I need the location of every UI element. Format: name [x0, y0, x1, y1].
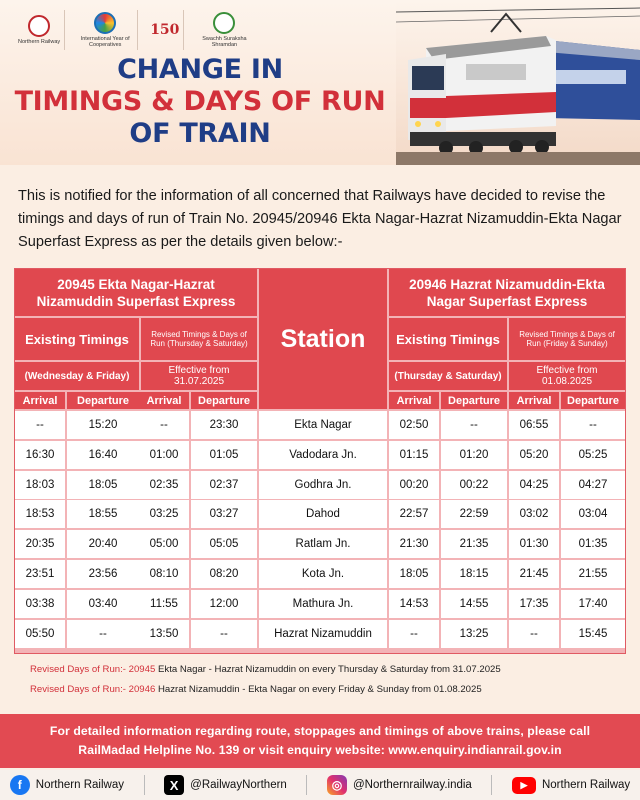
- table-cell: 22:57: [389, 500, 439, 528]
- table-cell: 16:40: [67, 441, 139, 469]
- station-cell: Hazrat Nizamuddin: [259, 620, 387, 648]
- left-existing-days: (Wednesday & Friday): [15, 362, 139, 390]
- swachh-bharat-logo: [192, 10, 256, 50]
- right-existing-days: (Thursday & Saturday): [389, 362, 507, 390]
- table-cell: 11:55: [139, 590, 189, 618]
- table-cell: --: [15, 411, 65, 439]
- instagram-icon: ◎: [327, 775, 347, 795]
- table-cell: 18:53: [15, 500, 65, 528]
- table-cell: 18:05: [67, 471, 139, 499]
- table-cell: 15:45: [561, 620, 625, 648]
- table-cell: 01:05: [191, 441, 257, 469]
- timings-table: [14, 268, 626, 654]
- table-cell: 13:50: [139, 620, 189, 648]
- table-cell: 05:05: [191, 530, 257, 558]
- station-cell: Mathura Jn.: [259, 590, 387, 618]
- table-cell: 15:20: [67, 411, 139, 439]
- table-cell: 04:27: [561, 471, 625, 499]
- table-cell: 21:30: [389, 530, 439, 558]
- right-train-name: 20946 Hazrat Nizamuddin-Ekta Nagar Superfast Express: [389, 269, 625, 316]
- table-cell: --: [139, 411, 189, 439]
- social-footer: [0, 770, 640, 800]
- column-header: Arrival: [389, 392, 439, 409]
- title-line-3: OF TRAIN: [129, 118, 271, 149]
- table-cell: 03:27: [191, 500, 257, 528]
- social-youtube[interactable]: [512, 777, 630, 794]
- table-cell: 02:37: [191, 471, 257, 499]
- table-cell: --: [191, 620, 257, 648]
- northern-railway-logo: [14, 10, 65, 50]
- table-cell: 01:30: [509, 530, 559, 558]
- table-cell: 21:45: [509, 560, 559, 588]
- banner-line-2[interactable]: RailMadad Helpline No. 139 or visit enquiry website: www.enquiry.indianrail.gov.in: [78, 743, 562, 757]
- station-cell: Godhra Jn.: [259, 471, 387, 499]
- column-header: Departure: [67, 392, 139, 409]
- table-cell: 01:20: [441, 441, 507, 469]
- note-line: [30, 660, 620, 680]
- column-header: Departure: [441, 392, 507, 409]
- table-cell: 00:22: [441, 471, 507, 499]
- social-label: Northern Railway: [541, 779, 631, 791]
- social-label: Northern Railway: [35, 779, 124, 791]
- table-cell: 02:35: [139, 471, 189, 499]
- train-illustration: [396, 0, 640, 165]
- social-x[interactable]: [164, 775, 287, 795]
- table-cell: 14:55: [441, 590, 507, 618]
- intro-paragraph: This is notified for the information of all concerned that Railways have decided to revise the timings and days of run of Train No. 20945/20946 Ekta Nagar-Hazrat Nizamuddin-Ekta Nagar Superfast Express as per the details given below:-: [18, 188, 622, 250]
- left-existing-header: Existing Timings: [15, 318, 139, 360]
- table-cell: 18:05: [389, 560, 439, 588]
- table-cell: 21:55: [561, 560, 625, 588]
- table-cell: 13:25: [441, 620, 507, 648]
- note-line: [30, 680, 620, 700]
- divider: [491, 775, 492, 795]
- social-facebook[interactable]: [10, 775, 124, 795]
- table-cell: 05:25: [561, 441, 625, 469]
- logo-caption: Northern Railway: [18, 39, 61, 45]
- table-cell: --: [441, 411, 507, 439]
- table-cell: 16:30: [15, 441, 65, 469]
- table-cell: 18:55: [67, 500, 139, 528]
- table-cell: --: [389, 620, 439, 648]
- right-revised-header: Revised Timings & Days of Run (Friday & Sunday): [509, 318, 625, 360]
- divider: [144, 775, 145, 795]
- station-header: Station: [259, 269, 387, 409]
- table-cell: 03:40: [67, 590, 139, 618]
- table-cell: 18:03: [15, 471, 65, 499]
- left-train-name: 20945 Ekta Nagar-Hazrat Nizamuddin Superfast Express: [15, 269, 257, 316]
- table-cell: 05:00: [139, 530, 189, 558]
- note-text: Hazrat Nizamuddin - Ekta Nagar on every Friday & Sunday from 01.08.2025: [155, 684, 482, 695]
- table-cell: 01:35: [561, 530, 625, 558]
- table-cell: 08:10: [139, 560, 189, 588]
- table-cell: 04:25: [509, 471, 559, 499]
- table-cell: 23:30: [191, 411, 257, 439]
- social-label: @Northernrailway.india: [352, 779, 472, 791]
- table-cell: 23:56: [67, 560, 139, 588]
- 150-years-logo-icon: 150: [150, 22, 180, 38]
- table-cell: 22:59: [441, 500, 507, 528]
- table-cell: 06:55: [509, 411, 559, 439]
- cooperatives-logo: [73, 10, 138, 50]
- right-effective-date: Effective from 01.08.2025: [509, 362, 625, 390]
- column-header: Arrival: [15, 392, 65, 409]
- x-icon: X: [164, 775, 184, 795]
- table-cell: 05:50: [15, 620, 65, 648]
- table-cell: 21:35: [441, 530, 507, 558]
- title-line-1: CHANGE IN: [117, 54, 283, 85]
- title-line-2: TIMINGS & DAYS OF RUN: [14, 86, 386, 117]
- table-cell: 18:15: [441, 560, 507, 588]
- social-instagram[interactable]: [327, 775, 472, 795]
- facebook-icon: f: [10, 775, 30, 795]
- page-title: [0, 54, 400, 150]
- right-existing-header: Existing Timings: [389, 318, 507, 360]
- table-cell: 03:04: [561, 500, 625, 528]
- station-cell: Ekta Nagar: [259, 411, 387, 439]
- 150-years-logo: [146, 10, 184, 50]
- left-effective-date: Effective from 31.07.2025: [141, 362, 257, 390]
- table-cell: --: [561, 411, 625, 439]
- note-label: Revised Days of Run:- 20946: [30, 684, 156, 695]
- table-cell: 23:51: [15, 560, 65, 588]
- table-cell: 05:20: [509, 441, 559, 469]
- logo-caption: International Year of Cooperatives: [80, 36, 130, 48]
- station-cell: Kota Jn.: [259, 560, 387, 588]
- northern-railway-logo-icon: [28, 15, 50, 37]
- banner-line-1: For detailed information regarding route, stoppages and timings of above trains, please call: [49, 724, 591, 738]
- column-header: Arrival: [139, 392, 189, 409]
- table-cell: 00:20: [389, 471, 439, 499]
- station-cell: Vadodara Jn.: [259, 441, 387, 469]
- table-cell: 03:25: [139, 500, 189, 528]
- table-cell: 01:15: [389, 441, 439, 469]
- table-cell: --: [509, 620, 559, 648]
- table-cell: 03:38: [15, 590, 65, 618]
- table-cell: 20:35: [15, 530, 65, 558]
- table-cell: 02:50: [389, 411, 439, 439]
- header: [0, 0, 640, 165]
- column-header: Departure: [191, 392, 257, 409]
- table-cell: --: [67, 620, 139, 648]
- youtube-icon: ▶: [512, 777, 536, 794]
- note-text: Ekta Nagar - Hazrat Nizamuddin on every Thursday & Saturday from 31.07.2025: [155, 664, 501, 675]
- divider: [306, 775, 307, 795]
- station-cell: Ratlam Jn.: [259, 530, 387, 558]
- logo-caption: Swachh Suraksha Shramdan: [202, 36, 247, 48]
- column-header: Departure: [561, 392, 625, 409]
- table-cell: 17:35: [509, 590, 559, 618]
- helpline-banner: [0, 714, 640, 768]
- swachh-bharat-logo-icon: [213, 12, 235, 34]
- left-revised-header: Revised Timings & Days of Run (Thursday & Saturday): [141, 318, 257, 360]
- table-cell: 20:40: [67, 530, 139, 558]
- revised-days-notes: [30, 660, 620, 700]
- table-cell: 17:40: [561, 590, 625, 618]
- note-label: Revised Days of Run:- 20945: [30, 664, 156, 675]
- table-cell: 08:20: [191, 560, 257, 588]
- table-cell: 12:00: [191, 590, 257, 618]
- table-cell: 14:53: [389, 590, 439, 618]
- table-cell: 03:02: [509, 500, 559, 528]
- table-cell: 01:00: [139, 441, 189, 469]
- column-header: Arrival: [509, 392, 559, 409]
- social-label: @RailwayNorthern: [190, 779, 287, 791]
- logo-strip: [14, 10, 256, 50]
- station-cell: Dahod: [259, 500, 387, 528]
- cooperatives-logo-icon: [94, 12, 116, 34]
